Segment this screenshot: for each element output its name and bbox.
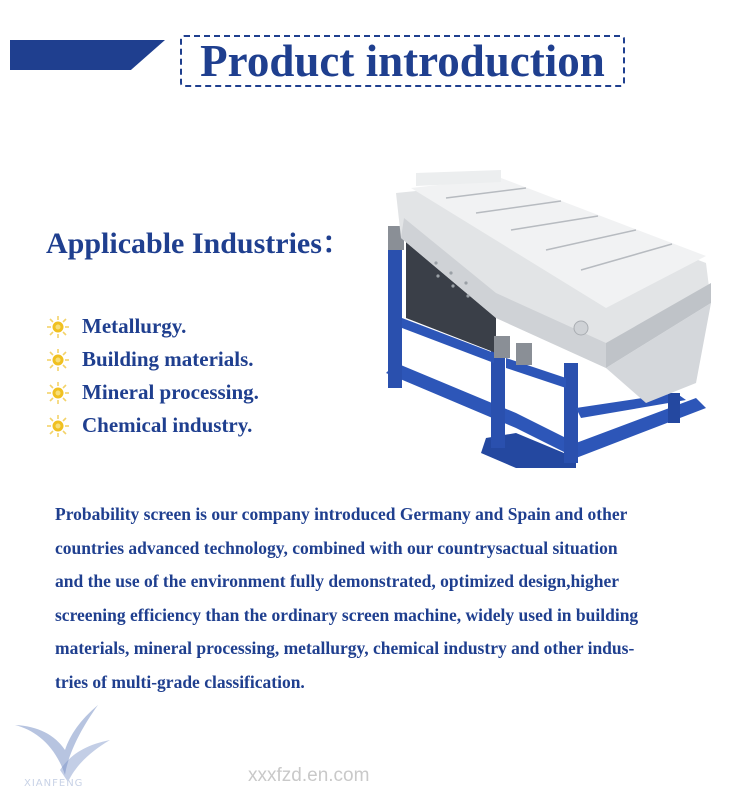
industry-item-chemical-industry bbox=[46, 409, 259, 442]
industry-label: Mineral processing. bbox=[82, 380, 259, 404]
description-line: materials, mineral processing, metallurgy, chemical industry and other indus- bbox=[55, 638, 635, 658]
applicable-industries-title: Applicable Industries： bbox=[46, 227, 352, 260]
industry-label: Building materials. bbox=[82, 347, 254, 371]
sun-bullet-icon bbox=[46, 414, 70, 438]
title-frame bbox=[180, 35, 625, 87]
description-line: and the use of the environment fully demonstrated, optimized design,higher bbox=[55, 571, 620, 591]
industry-item-mineral-processing bbox=[46, 376, 259, 409]
probability-screen-machine-image bbox=[376, 168, 716, 478]
sun-bullet-icon bbox=[46, 315, 70, 339]
description-line: countries advanced technology, combined with our countrysactual situation bbox=[55, 537, 618, 558]
logo-text: XIANFENG bbox=[24, 778, 84, 789]
industry-item-metallurgy bbox=[46, 310, 259, 343]
description-line: Probability screen is our company introduced Germany and Spain and other bbox=[55, 504, 628, 524]
page-title: Product introduction bbox=[200, 35, 605, 86]
sun-bullet-icon bbox=[46, 348, 70, 372]
watermark-text: xxxfzd.en.com bbox=[248, 765, 370, 786]
product-description bbox=[55, 498, 715, 699]
industry-item-building-materials bbox=[46, 343, 259, 376]
industry-list bbox=[46, 310, 259, 442]
description-line: tries of multi-grade classification. bbox=[55, 671, 305, 692]
industry-label: Chemical industry. bbox=[82, 413, 253, 437]
description-line: screening efficiency than the ordinary screen machine, widely used in building bbox=[55, 604, 639, 625]
sun-bullet-icon bbox=[46, 381, 70, 405]
company-logo-icon bbox=[10, 700, 120, 790]
header-accent-bar bbox=[10, 40, 165, 70]
industry-label: Metallurgy. bbox=[82, 314, 187, 338]
